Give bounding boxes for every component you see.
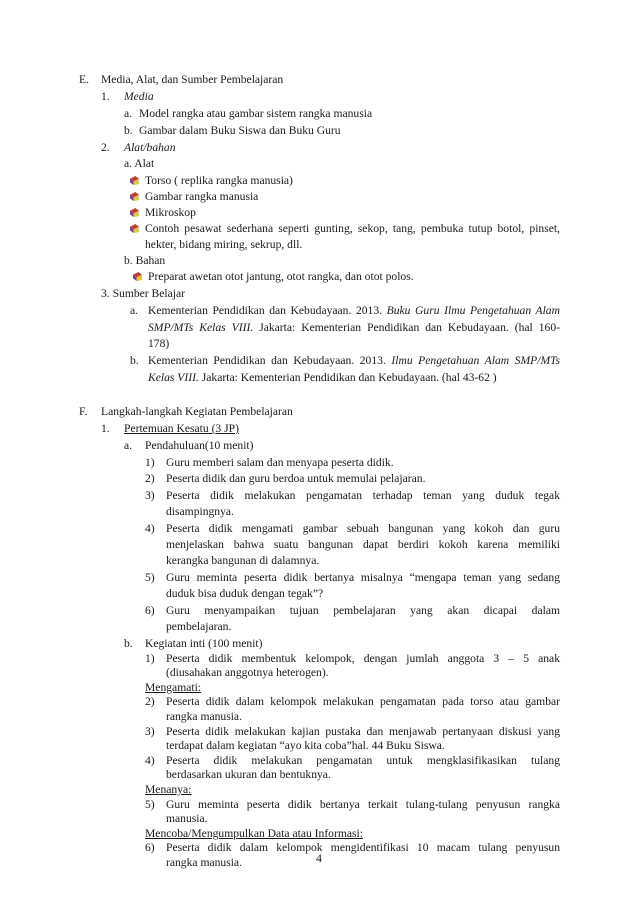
bullet-icon — [133, 272, 142, 281]
section-e-title: Media, Alat, dan Sumber Pembelajaran — [101, 73, 284, 86]
step-marker: 2) — [145, 472, 155, 485]
step-text: Peserta didik dan guru berdoa untuk memulai pelajaran. — [166, 472, 426, 485]
step-text: menjelaskan bahwa suatu bangunan dapat berdiri kokoh karena memiliki — [166, 538, 560, 551]
alat-label: a. Alat — [124, 157, 155, 170]
mencoba-heading: Mencoba/Mengumpulkan Data atau Informasi: — [145, 826, 363, 840]
media-item-b-marker: b. — [124, 124, 133, 137]
media-item-a-marker: a. — [124, 107, 133, 120]
bullet-icon — [130, 224, 139, 233]
step-marker: 6) — [145, 604, 155, 617]
section-f-title: Langkah-langkah Kegiatan Pembelajaran — [101, 405, 293, 418]
step-text: Guru meminta peserta didik bertanya terkait tulang-tulang penyusun rangka — [166, 797, 560, 811]
book-title: SMP/MTs Kelas VIII. — [148, 321, 254, 334]
alat-item-continued: hekter, bidang miring, sekrup, dll. — [145, 238, 303, 251]
sumber-title: 3. Sumber Belajar — [101, 287, 186, 300]
step-text: kerangka bangunan di dalamnya. — [166, 554, 320, 567]
bullet-icon — [130, 192, 139, 201]
step-text: duduk bisa duduk dengan tegak”? — [166, 587, 324, 600]
page-number: 4 — [316, 851, 322, 865]
sumber-item-a-line: Kementerian Pendidikan dan Kebudayaan. 2013. Buku Guru Ilmu Pengetahuan Alam — [148, 304, 560, 317]
media-title: Media — [124, 90, 154, 103]
step-marker: 5) — [145, 797, 155, 811]
sumber-item-b-marker: b. — [130, 354, 139, 367]
bahan-label: b. Bahan — [124, 254, 166, 267]
alat-bahan-title: Alat/bahan — [124, 141, 176, 154]
step-text: (diusahakan anggotnya heterogen). — [166, 666, 329, 680]
step-text: Peserta didik dalam kelompok melakukan pengamatan pada torso atau gambar — [166, 695, 560, 709]
section-e-marker: E. — [79, 73, 89, 86]
media-item-a: Model rangka atau gambar sistem rangka manusia — [139, 107, 373, 120]
sumber-item-a-line: 178) — [148, 337, 170, 350]
bullet-icon — [130, 208, 139, 217]
step-marker: 1) — [145, 651, 155, 665]
step-marker: 4) — [145, 753, 155, 767]
pertemuan-marker: 1. — [101, 422, 110, 435]
alat-item: Contoh pesawat sederhana seperti gunting, sekop, tang, pembuka tutup botol, pinset, — [145, 222, 560, 235]
step-text: pembelajaran. — [166, 620, 232, 633]
step-text: Peserta didik dalam kelompok mengidentifikasi 10 macam tulang penyusun — [166, 841, 560, 855]
sumber-item-b-line: Kelas VIII. Jakarta: Kementerian Pendidikan dan Kebudayaan. (hal 43-62 ) — [148, 371, 497, 384]
step-text: Peserta didik melakukan kajian pustaka dan menjawab pertanyaan diskusi yang — [166, 724, 560, 738]
step-marker: 4) — [145, 522, 155, 535]
step-text: Peserta didik melakukan pengamatan untuk mengklasifikasikan tulang — [166, 753, 560, 767]
alat-bahan-marker: 2. — [101, 141, 110, 154]
section-f-marker: F. — [79, 405, 88, 418]
pertemuan-title: Pertemuan Kesatu (3 JP) — [124, 422, 239, 435]
bullet-icon — [130, 176, 139, 185]
alat-item: Gambar rangka manusia — [145, 190, 259, 203]
step-text: Peserta didik mengamati gambar sebuah bangunan yang kokoh dan guru — [166, 522, 560, 535]
book-title: Kelas VIII. — [148, 371, 199, 384]
book-title: Ilmu Pengetahuan Alam SMP/MTs — [391, 354, 560, 367]
inti-title: Kegiatan inti (100 menit) — [145, 637, 263, 650]
sumber-item-a-marker: a. — [130, 304, 139, 317]
sumber-item-b-line: Kementerian Pendidikan dan Kebudayaan. 2013. Ilmu Pengetahuan Alam SMP/MTs — [148, 354, 560, 367]
pendahuluan-title: Pendahuluan(10 menit) — [145, 439, 254, 452]
book-title: Buku Guru Ilmu Pengetahuan Alam — [386, 304, 560, 317]
step-text: terdapat dalam kegiatan “ayo kita coba”hal. 44 Buku Siswa. — [166, 739, 445, 753]
step-text: Peserta didik melakukan pengamatan terhadap teman yang duduk tegak — [166, 489, 560, 502]
alat-item: Mikroskop — [145, 206, 196, 219]
step-marker: 2) — [145, 695, 155, 709]
media-item-b: Gambar dalam Buku Siswa dan Buku Guru — [139, 124, 341, 137]
step-marker: 3) — [145, 489, 155, 502]
step-text: Guru memberi salam dan menyapa peserta didik. — [166, 456, 394, 469]
step-text: rangka manusia. — [166, 710, 242, 723]
sumber-item-a-line: SMP/MTs Kelas VIII. Jakarta: Kementerian Pendidikan dan Kebudayaan. (hal 160- — [148, 321, 560, 334]
step-text: manusia. — [166, 812, 208, 826]
step-marker: 5) — [145, 571, 155, 584]
bahan-item: Preparat awetan otot jantung, otot rangka, dan otot polos. — [148, 270, 414, 283]
menanya-heading: Menanya: — [145, 783, 192, 796]
alat-item: Torso ( replika rangka manusia) — [145, 174, 293, 187]
step-marker: 3) — [145, 724, 155, 738]
step-text: rangka manusia. — [166, 856, 242, 869]
pendahuluan-marker: a. — [124, 439, 133, 452]
step-marker: 1) — [145, 456, 155, 469]
step-text: Guru menyampaikan tujuan pembelajaran yang akan dicapai dalam — [166, 604, 560, 617]
step-text: Guru meminta peserta didik bertanya misalnya “mengapa teman yang sedang — [166, 571, 560, 584]
step-text: Peserta didik membentuk kelompok, dengan jumlah anggota 3 – 5 anak — [166, 651, 560, 665]
step-marker: 6) — [145, 841, 155, 855]
mengamati-heading: Mengamati: — [145, 680, 202, 694]
step-text: disampingnya. — [166, 505, 234, 518]
step-text: berdasarkan ukuran dan bentuknya. — [166, 768, 331, 782]
media-marker: 1. — [101, 90, 110, 103]
inti-marker: b. — [124, 637, 133, 650]
